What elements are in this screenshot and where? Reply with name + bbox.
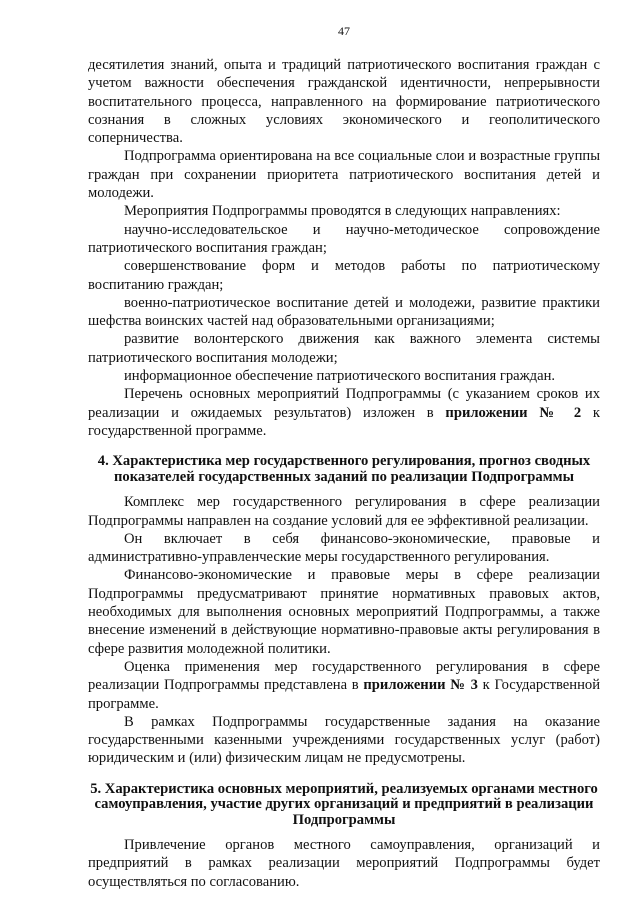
paragraph (88, 658, 600, 713)
document-page (88, 24, 600, 891)
section-heading: 4. Характеристика мер государственного регулирования, прогноз сводных показателей государственных заданий по реализации Подпрограммы (97, 453, 591, 485)
text: к государственной программе. (88, 404, 601, 439)
appendix-ref: приложении № 2 (445, 404, 582, 421)
text: Оценка применения мер государственного регулирования в сфере реализации Подпрограммы представлена в (88, 658, 600, 694)
paragraph: десятилетия знаний, опыта и традиций патриотического воспитания граждан с учетом важности обеспечения гражданской идентичности, непрерывности воспитательного процесса, направленного на формирование патриотического сознания в сложных условиях экономического и геополитического соперничества. (88, 57, 600, 147)
paragraph (88, 385, 600, 440)
paragraph: Привлечение органов местного самоуправления, организаций и предприятий в рамках реализации мероприятий Подпрограммы будет осуществляться по согласованию. (88, 837, 600, 890)
list-item: информационное обеспечение патриотического воспитания граждан. (124, 368, 556, 385)
paragraph: В рамках Подпрограммы государственные задания на оказание государственными казенными учреждениями государственных услуг (работ) юридическим и (или) физическим лицам не предусмотрены. (88, 713, 600, 767)
page-number: 47 (338, 24, 350, 38)
appendix-ref: приложении № 3 (363, 677, 478, 694)
list-item: совершенствование форм и методов работы по патриотическому воспитанию граждан; (88, 258, 600, 293)
list-item: военно-патриотическое воспитание детей и молодежи, развитие практики шефства воинских частей над образовательными организациями; (88, 294, 600, 330)
paragraph: Подпрограмма ориентирована на все социальные слои и возрастные группы граждан при сохранении приоритета патриотического воспитания детей и молодежи. (88, 148, 600, 202)
list-item: научно-исследовательское и научно-методическое сопровождение патриотического воспитания граждан; (88, 221, 600, 256)
section-heading: 5. Характеристика основных мероприятий, реализуемых органами местного самоуправления, участие других организаций и предприятий в реализации Подпрограммы (90, 780, 598, 828)
text: к Государственной программе. (88, 677, 601, 712)
text: Перечень основных мероприятий Подпрограммы (с указанием сроков их реализации и ожидаемых результатов) изложен в (88, 386, 600, 421)
paragraph: Комплекс мер государственного регулирования в сфере реализации Подпрограммы направлен на создание условий для ее эффективной реализации. (88, 494, 600, 529)
paragraph: Он включает в себя финансово-экономические, правовые и административно-управленческие меры государственного регулирования. (88, 530, 600, 566)
list-item: развитие волонтерского движения как важного элемента системы патриотического воспитания молодежи; (88, 331, 600, 366)
paragraph: Финансово-экономические и правовые меры в сфере реализации Подпрограммы предусматривают принятие нормативных правовых актов, необходимых для выполнения основных мероприятий Подпрограммы, а также внесение изменений в действующие нормативно-правовые акты регулирования в сфере развития молодежной политики. (88, 567, 600, 657)
paragraph: Мероприятия Подпрограммы проводятся в следующих направлениях: (124, 203, 561, 220)
